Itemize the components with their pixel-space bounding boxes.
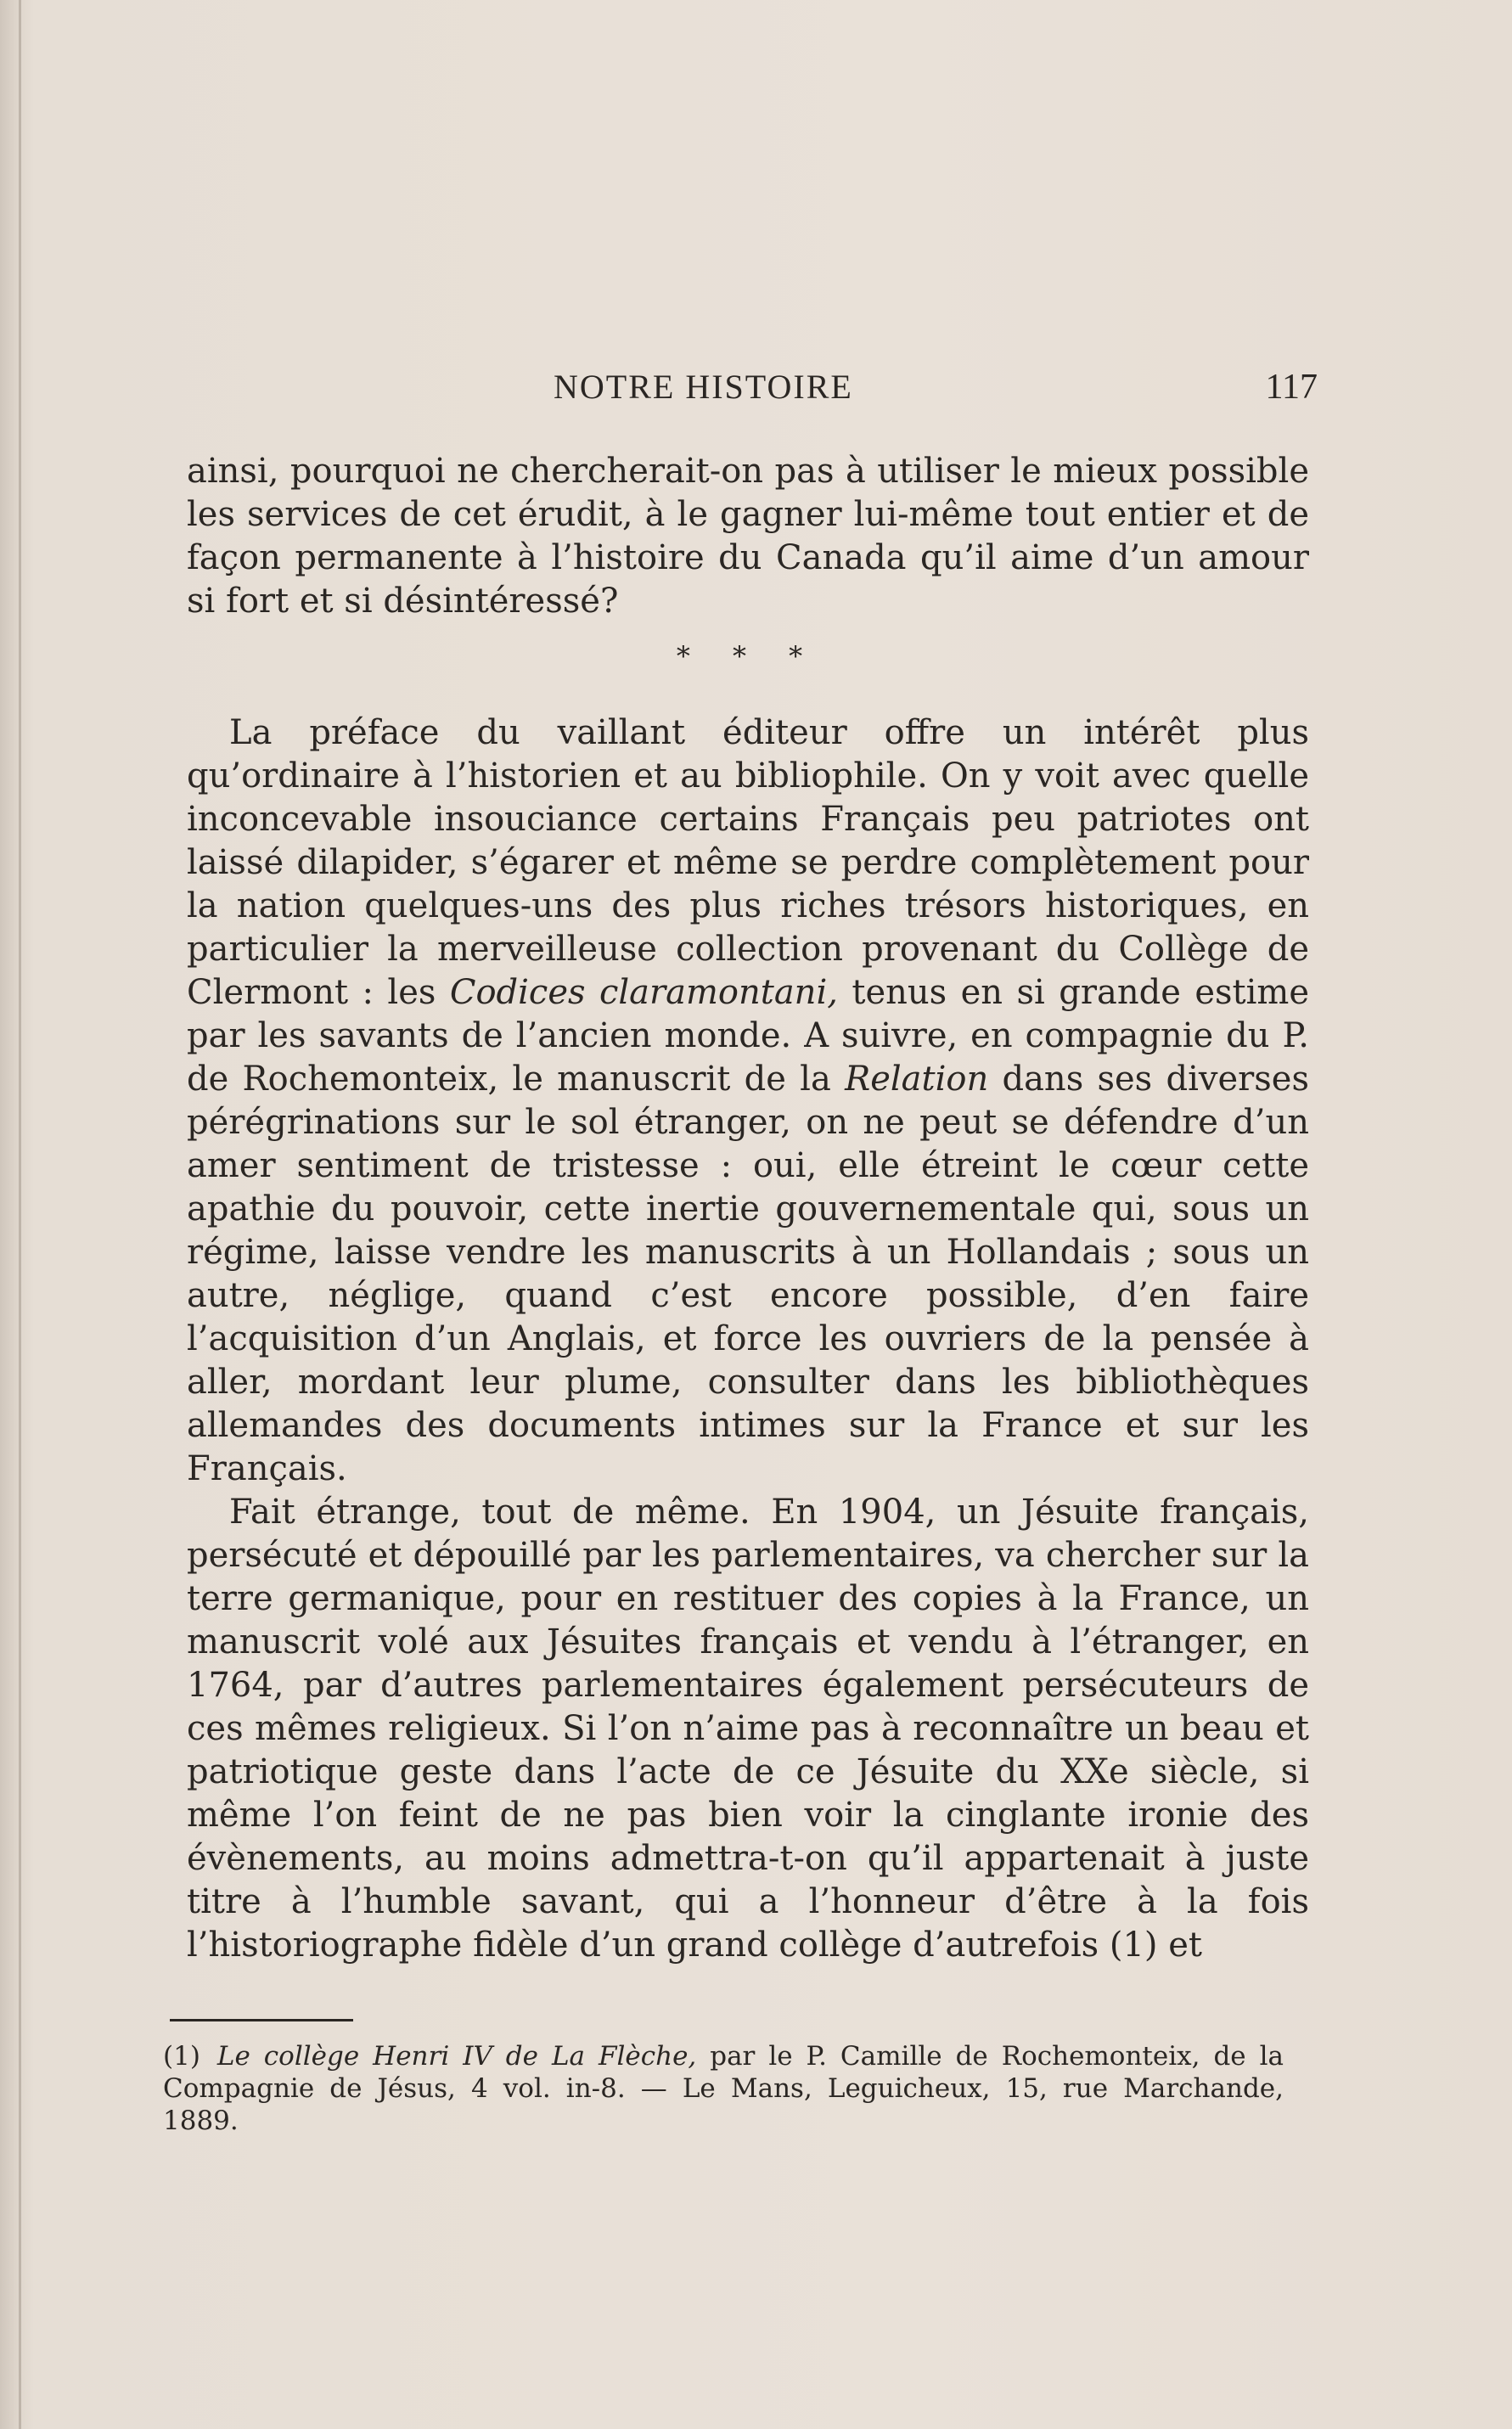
footnote-text: par le P. Camille de Rochemonteix, de la Compagnie de Jésus, 4 vol. in-8. — Le Mans, Leguicheux, 15, rue Marchande, 1889. [163,2041,1284,2136]
paragraph-2-text-b: tenus en si grande estime par les savants de l’ancien monde. A suivre, en compagnie du P. de Rochemonteix, le manuscrit de la [187,973,1309,1099]
paragraph-2-italic-codices: Codices claramontani, [449,973,838,1012]
footnote-marker: (1) [163,2041,200,2072]
paragraph-2-italic-relation: Relation [845,1060,989,1099]
running-title: NOTRE HISTOIRE [554,368,853,406]
footnote [163,2040,1284,2137]
footnote-italic-title: Le collège Henri IV de La Flèche, [216,2041,697,2072]
footnote-rule [170,2019,353,2021]
main-text [187,450,1309,1967]
paragraph-2-text-c: dans ses diverses pérégrinations sur le sol étranger, on ne peut se défendre d’un amer sentiment de tristesse : oui, elle étreint le cœur cette apathie du pouvoir, cette inertie gouvernementale qui, sous un régime, laisse vendre les manuscrits à un Hollandais ; sous un autre, néglige, quand c’est encore possible, d’en faire l’acquisition d’un Anglais, et force les ouvriers de la pensée à aller, mordant leur plume, consulter dans les bibliothèques allemandes des documents intimes sur la France et sur les Français. [187,1060,1309,1488]
page-number: 117 [1265,368,1318,407]
paragraph-2-text-a: La préface du vaillant éditeur offre un intérêt plus qu’ordinaire à l’historien et au bibliophile. On y voit avec quelle inconcevable insouciance certains Français peu patriotes ont laissé dilapider, s’égarer et même se perdre complètement pour la nation quelques-uns des plus riches trésors historiques, en particulier la merveilleuse collection provenant du Collège de Clermont : les [187,713,1309,1012]
paragraph-3: Fait étrange, tout de même. En 1904, un Jésuite français, persécuté et dépouillé par les parlementaires, va chercher sur la terre germanique, pour en restituer des copies à la France, un manuscrit volé aux Jésuites français et vendu à l’étranger, en 1764, par d’autres parlementaires également persécuteurs de ces mêmes religieux. Si l’on n’aime pas à reconnaître un beau et patriotique geste dans l’acte de ce Jésuite du XXe siècle, si même l’on feint de ne pas bien voir la cinglante ironie des évènements, au moins admettra-t-on qu’il appartenait à juste titre à l’humble savant, qui a l’honneur d’être à la fois l’historiographe fidèle d’un grand collège d’autrefois (1) et [187,1493,1309,1965]
paragraph-1: ainsi, pourquoi ne chercherait-on pas à utiliser le mieux possible les services de cet érudit, à le gagner lui-même tout entier et de façon permanente à l’histoire du Canada qu’il aime d’un amour si fort et si désintéressé? [187,452,1309,621]
page-header [554,367,1318,426]
page-gutter-shadow [19,0,21,2429]
section-separator: * * * [676,640,820,672]
paragraph-2 [187,711,1309,1491]
